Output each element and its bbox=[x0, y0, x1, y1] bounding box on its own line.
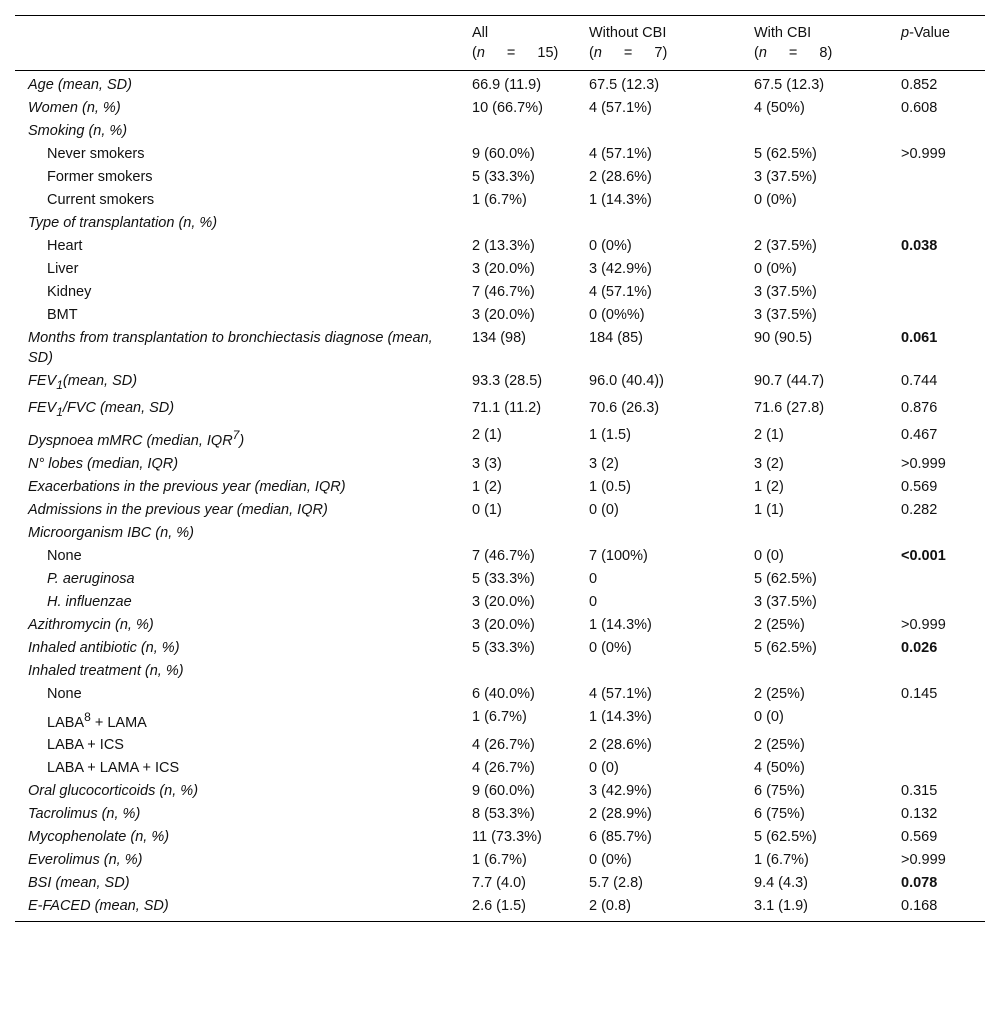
table-row bbox=[15, 211, 985, 234]
cell-with-cbi: 3 (37.5%) bbox=[754, 593, 817, 610]
header-without-cbi bbox=[576, 16, 741, 71]
cell-all: 0 (1) bbox=[472, 501, 502, 518]
cell-without-cbi: 4 (57.1%) bbox=[589, 685, 652, 702]
header-with-cbi-title: With CBI bbox=[754, 25, 812, 41]
table-row bbox=[15, 544, 985, 567]
row-label-main: FEV bbox=[28, 399, 57, 416]
cell-all: 4 (26.7%) bbox=[472, 760, 535, 777]
row-label: Smoking (n, %) bbox=[28, 123, 128, 139]
cell-without-cbi: 67.5 (12.3) bbox=[589, 77, 660, 93]
cell-with-cbi: 4 (50%) bbox=[754, 100, 805, 116]
table-row bbox=[15, 682, 985, 705]
cell-all: 1 (6.7%) bbox=[472, 852, 527, 869]
cell-without-cbi: 4 (57.1%) bbox=[589, 100, 652, 116]
cell-with-cbi: 67.5 (12.3) bbox=[754, 77, 825, 93]
cell-without-cbi: 3 (42.9%) bbox=[589, 261, 652, 277]
cell-without-cbi bbox=[576, 211, 741, 234]
header-row bbox=[15, 16, 985, 71]
row-label: Kidney bbox=[47, 284, 92, 300]
cell-p-value: >0.999 bbox=[901, 455, 946, 472]
cell-without-cbi bbox=[576, 659, 741, 682]
cell-p-value bbox=[888, 756, 985, 779]
cell-with-cbi: 71.6 (27.8) bbox=[754, 399, 825, 416]
cell-all bbox=[459, 211, 576, 234]
cell-all: 7.7 (4.0) bbox=[472, 875, 526, 892]
cell-p-value: 0.876 bbox=[901, 399, 938, 416]
cell-without-cbi: 4 (57.1%) bbox=[589, 146, 652, 162]
cell-without-cbi: 2 (0.8) bbox=[589, 898, 631, 915]
table-row bbox=[15, 825, 985, 848]
cell-all: 2 (1) bbox=[472, 426, 502, 443]
cell-p-value: <0.001 bbox=[901, 547, 946, 564]
cell-with-cbi: 4 (50%) bbox=[754, 760, 805, 777]
cell-all: 3 (20.0%) bbox=[472, 593, 535, 610]
row-label-main: LABA bbox=[47, 714, 85, 731]
table-body bbox=[15, 71, 985, 922]
cell-all: 1 (6.7%) bbox=[472, 192, 527, 208]
cell-with-cbi bbox=[741, 211, 888, 234]
table-row bbox=[15, 423, 985, 452]
cell-without-cbi bbox=[576, 521, 741, 544]
cell-p-value: 0.569 bbox=[901, 478, 938, 495]
table-row bbox=[15, 71, 985, 97]
row-label: Current smokers bbox=[47, 192, 155, 208]
cell-p-value: 0.569 bbox=[901, 829, 938, 846]
cell-p-value: 0.282 bbox=[901, 501, 938, 518]
cell-all: 3 (20.0%) bbox=[472, 616, 535, 633]
table-header bbox=[15, 16, 985, 71]
header-all bbox=[459, 16, 576, 71]
table-row bbox=[15, 452, 985, 475]
cell-without-cbi: 0 (0) bbox=[589, 501, 619, 518]
cell-p-value bbox=[888, 590, 985, 613]
cell-all bbox=[459, 119, 576, 142]
header-p-value: p-Value bbox=[888, 16, 985, 71]
cell-with-cbi: 3 (2) bbox=[754, 455, 784, 472]
cell-p-value bbox=[888, 257, 985, 280]
cell-without-cbi: 2 (28.6%) bbox=[589, 737, 652, 754]
cell-p-value bbox=[888, 188, 985, 211]
cell-without-cbi: 2 (28.6%) bbox=[589, 169, 652, 185]
row-label: Months from transplantation to bronchiectasis diagnose (mean, SD) bbox=[28, 330, 433, 366]
cell-with-cbi bbox=[741, 521, 888, 544]
cell-without-cbi: 2 (28.9%) bbox=[589, 806, 652, 823]
cell-p-value: 0.467 bbox=[901, 426, 938, 443]
cell-p-value: 0.744 bbox=[901, 373, 938, 389]
cell-without-cbi: 4 (57.1%) bbox=[589, 284, 652, 300]
cell-all: 5 (33.3%) bbox=[472, 639, 535, 656]
cell-p-value bbox=[888, 119, 985, 142]
cell-all: 2 (13.3%) bbox=[472, 238, 535, 254]
cell-all: 66.9 (11.9) bbox=[472, 77, 542, 93]
cell-all: 4 (26.7%) bbox=[472, 737, 535, 754]
cell-p-value: 0.038 bbox=[901, 238, 938, 254]
cell-all: 71.1 (11.2) bbox=[472, 399, 542, 416]
cell-with-cbi: 2 (37.5%) bbox=[754, 238, 817, 254]
cell-all: 6 (40.0%) bbox=[472, 685, 535, 702]
cell-p-value: >0.999 bbox=[901, 616, 946, 633]
cell-without-cbi: 0 (0) bbox=[589, 760, 619, 777]
cell-without-cbi: 1 (14.3%) bbox=[589, 616, 652, 633]
row-label: Inhaled antibiotic (n, %) bbox=[28, 639, 180, 656]
cell-p-value bbox=[888, 303, 985, 326]
table-row bbox=[15, 475, 985, 498]
cell-with-cbi: 2 (25%) bbox=[754, 685, 805, 702]
cell-p-value: 0.315 bbox=[901, 783, 938, 800]
table-row bbox=[15, 871, 985, 894]
row-label-rest: (mean, SD) bbox=[62, 373, 138, 389]
row-label-rest: /FVC (mean, SD) bbox=[62, 399, 175, 416]
cell-with-cbi: 5 (62.5%) bbox=[754, 570, 817, 587]
cell-all bbox=[459, 521, 576, 544]
row-label: Type of transplantation (n, %) bbox=[28, 215, 218, 231]
cell-with-cbi: 90.7 (44.7) bbox=[754, 373, 825, 389]
row-label: Everolimus (n, %) bbox=[28, 852, 143, 869]
cell-with-cbi: 1 (6.7%) bbox=[754, 852, 809, 869]
table-row bbox=[15, 613, 985, 636]
cell-with-cbi bbox=[741, 119, 888, 142]
cell-without-cbi: 70.6 (26.3) bbox=[589, 399, 660, 416]
cell-without-cbi: 0 (0%) bbox=[589, 238, 632, 254]
cell-all: 3 (20.0%) bbox=[472, 307, 535, 323]
cell-with-cbi: 9.4 (4.3) bbox=[754, 875, 808, 892]
row-label-superscript: 8 bbox=[84, 709, 91, 724]
row-label-main: Dyspnoea mMRC (median, IQR bbox=[28, 432, 233, 449]
cell-without-cbi: 0 (0%%) bbox=[589, 307, 645, 323]
cell-p-value: >0.999 bbox=[901, 146, 946, 162]
row-label: Oral glucocorticoids (n, %) bbox=[28, 783, 199, 800]
row-label bbox=[15, 369, 459, 396]
cell-p-value bbox=[888, 705, 985, 734]
header-with-cbi-count: (n = 8) bbox=[754, 45, 833, 61]
row-label: LABA + LAMA + ICS bbox=[47, 760, 180, 777]
cell-all: 1 (6.7%) bbox=[472, 708, 527, 725]
cell-all: 3 (3) bbox=[472, 455, 502, 472]
row-label-subscript: 1 bbox=[56, 377, 63, 392]
table-row bbox=[15, 733, 985, 756]
row-label: Never smokers bbox=[47, 146, 145, 162]
row-label: Women (n, %) bbox=[28, 100, 121, 116]
cell-all: 1 (2) bbox=[472, 478, 502, 495]
row-label: P. aeruginosa bbox=[47, 570, 135, 587]
table-row bbox=[15, 280, 985, 303]
row-label: BSI (mean, SD) bbox=[28, 875, 130, 892]
cell-without-cbi: 0 (0%) bbox=[589, 639, 632, 656]
cell-without-cbi: 1 (0.5) bbox=[589, 478, 631, 495]
table-row bbox=[15, 142, 985, 165]
cell-all: 3 (20.0%) bbox=[472, 261, 535, 277]
cell-with-cbi: 6 (75%) bbox=[754, 806, 805, 823]
cell-p-value bbox=[888, 521, 985, 544]
table-row bbox=[15, 96, 985, 119]
table-row bbox=[15, 303, 985, 326]
table-row bbox=[15, 165, 985, 188]
cell-with-cbi bbox=[741, 659, 888, 682]
cell-without-cbi: 184 (85) bbox=[589, 330, 644, 346]
table-row bbox=[15, 396, 985, 423]
cell-all: 11 (73.3%) bbox=[472, 829, 542, 846]
cell-p-value: 0.145 bbox=[901, 685, 938, 702]
row-label: Tacrolimus (n, %) bbox=[28, 806, 141, 823]
table-row bbox=[15, 498, 985, 521]
cell-all: 5 (33.3%) bbox=[472, 169, 535, 185]
row-label: Age (mean, SD) bbox=[28, 77, 132, 93]
table-row bbox=[15, 590, 985, 613]
table-row bbox=[15, 257, 985, 280]
cell-p-value: 0.168 bbox=[901, 898, 938, 915]
cell-with-cbi: 5 (62.5%) bbox=[754, 146, 817, 162]
header-without-cbi-count: (n = 7) bbox=[589, 45, 668, 61]
table-row bbox=[15, 705, 985, 734]
table-row bbox=[15, 326, 985, 369]
cell-p-value: 0.132 bbox=[901, 806, 938, 823]
row-label: N° lobes (median, IQR) bbox=[28, 455, 179, 472]
cell-p-value: 0.608 bbox=[901, 100, 938, 116]
cell-p-value: >0.999 bbox=[901, 852, 946, 869]
row-label: None bbox=[47, 685, 82, 702]
table-row bbox=[15, 567, 985, 590]
cell-with-cbi: 5 (62.5%) bbox=[754, 829, 817, 846]
row-label: LABA + ICS bbox=[47, 737, 124, 754]
row-label: None bbox=[47, 547, 82, 564]
cell-without-cbi: 0 bbox=[589, 593, 598, 610]
cell-with-cbi: 90 (90.5) bbox=[754, 330, 813, 346]
table-row bbox=[15, 848, 985, 871]
header-with-cbi bbox=[741, 16, 888, 71]
cell-without-cbi bbox=[576, 119, 741, 142]
cell-without-cbi: 0 (0%) bbox=[589, 852, 632, 869]
row-label-main: FEV bbox=[28, 373, 57, 389]
cell-without-cbi: 3 (2) bbox=[589, 455, 619, 472]
cell-p-value bbox=[888, 567, 985, 590]
cell-without-cbi: 3 (42.9%) bbox=[589, 783, 652, 800]
header-all-count: (n = 15) bbox=[472, 45, 559, 61]
cell-all: 10 (66.7%) bbox=[472, 100, 543, 116]
table-row bbox=[15, 802, 985, 825]
cell-with-cbi: 3 (37.5%) bbox=[754, 284, 817, 300]
cell-without-cbi: 1 (14.3%) bbox=[589, 192, 652, 208]
cell-p-value: 0.852 bbox=[901, 77, 938, 93]
row-label-rest: + LAMA bbox=[90, 714, 147, 731]
header-without-cbi-title: Without CBI bbox=[589, 25, 667, 41]
cell-without-cbi: 1 (1.5) bbox=[589, 426, 631, 443]
cell-p-value bbox=[888, 211, 985, 234]
row-label: BMT bbox=[47, 307, 78, 323]
cell-with-cbi: 3 (37.5%) bbox=[754, 169, 817, 185]
table-row bbox=[15, 659, 985, 682]
cell-all: 8 (53.3%) bbox=[472, 806, 535, 823]
row-label: Admissions in the previous year (median, IQR) bbox=[28, 501, 328, 518]
cell-p-value bbox=[888, 733, 985, 756]
cell-all: 9 (60.0%) bbox=[472, 783, 535, 800]
cell-with-cbi: 3.1 (1.9) bbox=[754, 898, 808, 915]
row-label-superscript: 7 bbox=[232, 427, 240, 442]
row-label: Exacerbations in the previous year (median, IQR) bbox=[28, 478, 346, 495]
table-row bbox=[15, 369, 985, 396]
table-row bbox=[15, 234, 985, 257]
cell-all: 93.3 (28.5) bbox=[472, 373, 543, 389]
cell-all: 7 (46.7%) bbox=[472, 547, 535, 564]
cell-without-cbi: 96.0 (40.4)) bbox=[589, 373, 664, 389]
cell-with-cbi: 5 (62.5%) bbox=[754, 639, 817, 656]
cell-with-cbi: 0 (0%) bbox=[754, 261, 797, 277]
cell-without-cbi: 0 bbox=[589, 570, 598, 587]
cell-p-value: 0.078 bbox=[901, 875, 938, 892]
cell-without-cbi: 5.7 (2.8) bbox=[589, 875, 643, 892]
cell-all: 9 (60.0%) bbox=[472, 146, 535, 162]
cell-p-value bbox=[888, 280, 985, 303]
cell-all bbox=[459, 659, 576, 682]
table-row bbox=[15, 756, 985, 779]
cell-with-cbi: 0 (0) bbox=[754, 708, 784, 725]
row-label bbox=[15, 423, 459, 452]
row-label: Microorganism IBC (n, %) bbox=[28, 524, 194, 541]
cell-with-cbi: 1 (2) bbox=[754, 478, 784, 495]
row-label bbox=[15, 396, 459, 423]
table-row bbox=[15, 636, 985, 659]
cell-with-cbi: 2 (1) bbox=[754, 426, 784, 443]
cell-p-value bbox=[888, 659, 985, 682]
cell-without-cbi: 1 (14.3%) bbox=[589, 708, 652, 725]
cell-with-cbi: 2 (25%) bbox=[754, 616, 805, 633]
cell-all: 5 (33.3%) bbox=[472, 570, 535, 587]
row-label: Inhaled treatment (n, %) bbox=[28, 662, 184, 679]
cell-with-cbi: 6 (75%) bbox=[754, 783, 805, 800]
row-label: Liver bbox=[47, 261, 79, 277]
row-label: H. influenzae bbox=[47, 593, 132, 610]
table-row bbox=[15, 894, 985, 922]
row-label: E-FACED (mean, SD) bbox=[28, 898, 169, 915]
cell-all: 2.6 (1.5) bbox=[472, 898, 526, 915]
cell-with-cbi: 0 (0) bbox=[754, 547, 784, 564]
cell-with-cbi: 2 (25%) bbox=[754, 737, 805, 754]
row-label: Former smokers bbox=[47, 169, 153, 185]
table-row bbox=[15, 779, 985, 802]
cell-p-value: 0.061 bbox=[901, 330, 938, 346]
cell-p-value bbox=[888, 165, 985, 188]
cell-all: 134 (98) bbox=[472, 330, 527, 346]
table-row bbox=[15, 188, 985, 211]
cell-with-cbi: 0 (0%) bbox=[754, 192, 797, 208]
row-label bbox=[15, 705, 459, 734]
cell-without-cbi: 6 (85.7%) bbox=[589, 829, 652, 846]
cell-with-cbi: 1 (1) bbox=[754, 501, 784, 518]
row-label: Mycophenolate (n, %) bbox=[28, 829, 170, 846]
header-all-title: All bbox=[472, 25, 489, 41]
characteristics-table bbox=[15, 15, 985, 922]
header-label-column bbox=[15, 16, 459, 71]
table-row bbox=[15, 119, 985, 142]
table-row bbox=[15, 521, 985, 544]
row-label-rest: ) bbox=[239, 432, 245, 449]
cell-with-cbi: 3 (37.5%) bbox=[754, 307, 817, 323]
cell-without-cbi: 7 (100%) bbox=[589, 547, 648, 564]
cell-all: 7 (46.7%) bbox=[472, 284, 535, 300]
row-label: Azithromycin (n, %) bbox=[28, 616, 154, 633]
cell-p-value: 0.026 bbox=[901, 639, 938, 656]
row-label-subscript: 1 bbox=[56, 404, 63, 419]
row-label: Heart bbox=[47, 238, 83, 254]
